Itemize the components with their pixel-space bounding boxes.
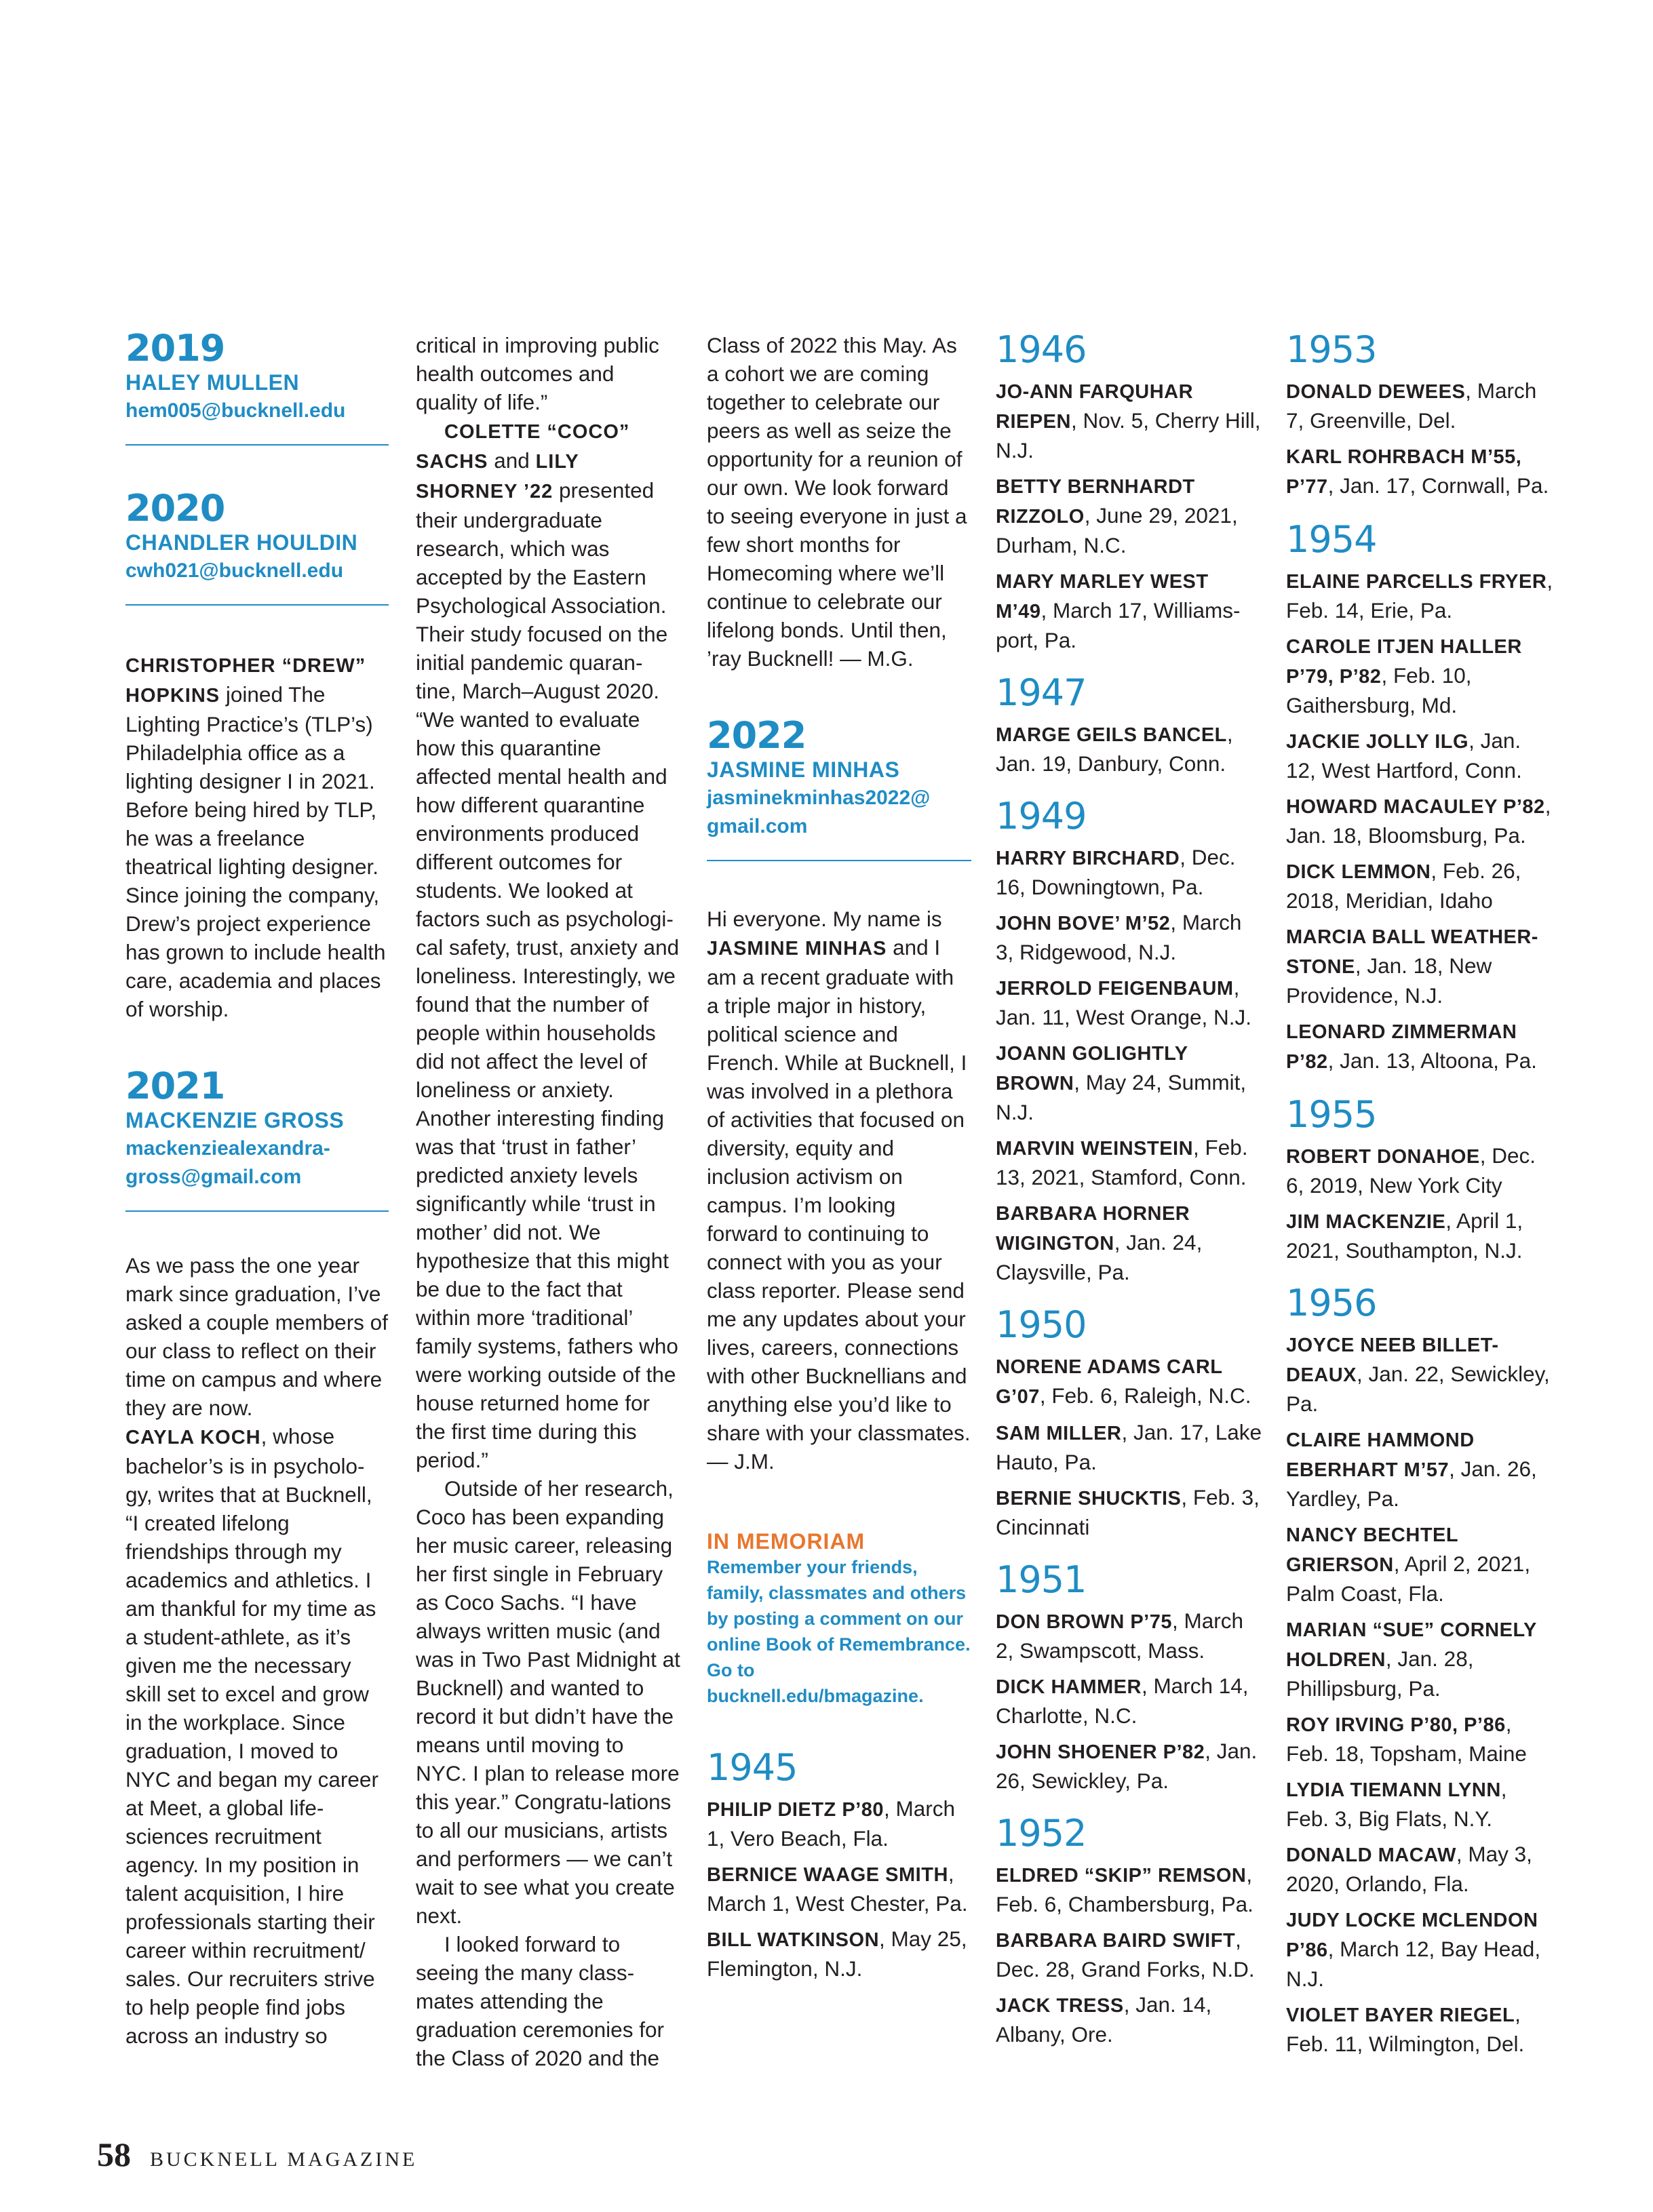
obituary-details: , Feb. 6, Chambersburg, Pa. [996, 1862, 1253, 1916]
obits-1954 [1286, 520, 1554, 1076]
obits-1953 [1286, 330, 1554, 501]
obituary-entry [996, 973, 1264, 1031]
alumni-name: LILY SHORNEY ’22 [416, 451, 579, 502]
obituary-entry [1286, 376, 1554, 435]
obit-year-1956: 1956 [1286, 1282, 1377, 1324]
obituary-details: , Feb. 14, Erie, Pa. [1286, 568, 1553, 623]
paragraph: critical in improving public health outcomes and quality of life.” [416, 333, 659, 414]
divider [707, 860, 971, 861]
obituary-entry [996, 1860, 1264, 1918]
obituary-details: , March 14, Charlotte, N.C. [996, 1674, 1249, 1728]
column-3 [707, 331, 971, 1990]
obituary-details: , Jan. 24, Claysville, Pa. [996, 1230, 1203, 1284]
obit-year-1955: 1955 [1286, 1093, 1377, 1136]
deceased-name: DICK LEMMON [1286, 861, 1431, 883]
obituary-entry [1286, 441, 1554, 501]
column-1 [125, 329, 389, 2050]
obituary-details: , April 2, 2021, Palm Coast, Fla. [1286, 1552, 1531, 1606]
news-item-jasmine-minhas [707, 905, 971, 1476]
obituary-entry [996, 1606, 1264, 1665]
deceased-name: KARL ROHRBACH M’55, P’77 [1286, 446, 1522, 498]
deceased-name: JOHN BOVE’ M’52 [996, 913, 1171, 934]
obituary-entry [1286, 1330, 1554, 1418]
email-part: gross@gmail.com [125, 1166, 302, 1188]
obituary-details: , Jan. 19, Danbury, Conn. [996, 722, 1233, 776]
obituary-entry [996, 376, 1264, 465]
divider [125, 444, 389, 446]
news-text: and I am a recent graduate with a triple major in history, political science and French. While at Bucknell, I was involved in a plethora of activities that focused on diversity, equity and inclusion activism on campus. I’m looking forward to continuing to connect with you as your class reporter. Please send me any updates about your lives, careers, connections with other Bucknellians and anything else you’d like to share with your classmates. — J.M. [707, 935, 971, 1474]
obituary-entry [1286, 1206, 1554, 1265]
class-year-2019: 2019 [125, 327, 225, 370]
deceased-name: LEONARD ZIMMERMAN P’82 [1286, 1021, 1517, 1073]
obituary-details: , June 29, 2021, Durham, N.C. [996, 503, 1238, 557]
obituary-entry [996, 1198, 1264, 1286]
deceased-name: MARIAN “SUE” CORNELY HOLDREN [1286, 1619, 1537, 1671]
deceased-name: VIOLET BAYER RIEGEL [1286, 2004, 1515, 2026]
obits-1949 [996, 797, 1264, 1286]
obituary-details: , Jan. 11, West Orange, N.J. [996, 975, 1252, 1029]
obituary-details: , Jan. 26, Yardley, Pa. [1286, 1457, 1537, 1511]
class-2021-intro: As we pass the one year mark since graduation, I’ve asked a couple members of our class to reflect on their time on campus and where they are now. [125, 1253, 388, 1420]
deceased-name: JERROLD FEIGENBAUM [996, 978, 1234, 1000]
obits-1946 [996, 330, 1264, 654]
obit-year-1950: 1950 [996, 1303, 1087, 1346]
obituary-details: , March 12, Bay Head, N.J. [1286, 1937, 1541, 1991]
obituary-details: , Jan. 26, Sewickley, Pa. [996, 1739, 1258, 1793]
magazine-title: BUCKNELL MAGAZINE [150, 2148, 418, 2171]
obit-year-1954: 1954 [1286, 518, 1377, 561]
obits-1945 [707, 1748, 971, 1983]
deceased-name: ROY IRVING P’80, P’86 [1286, 1714, 1506, 1736]
deceased-name: BETTY BERNHARDT RIZZOLO [996, 476, 1195, 528]
obituary-entry [1286, 856, 1554, 915]
in-memoriam-text[interactable]: Remember your friends, family, classmates and others by posting a comment on our online Book of Remembrance. Go to bucknell.edu/bmagazine. [707, 1557, 971, 1706]
paragraph: Outside of her research, Coco has been expanding her music career, releasing her first single in February as Coco Sachs. “I have always written music (and was in Two Past Midnight at Bucknell) and wanted to record it but didn’t have the means until moving to NYC. I plan to release more this year.” Congratu-lations to all our musicians, artists and performers — we can’t wait to see what you create next. [416, 1476, 680, 1928]
news-item-coco-sachs [416, 416, 680, 1474]
deceased-name: DICK HAMMER [996, 1676, 1142, 1698]
conjunction: and [488, 448, 536, 473]
in-memoriam-box [707, 1528, 971, 1709]
obituary-details: , Jan. 17, Lake Hauto, Pa. [996, 1420, 1262, 1474]
obit-year-1951: 1951 [996, 1558, 1087, 1601]
class-2021 [125, 1067, 389, 1212]
deceased-name: MARY MARLEY WEST M’49 [996, 571, 1209, 623]
reporter-email-2020[interactable]: cwh021@bucknell.edu [125, 559, 344, 582]
reporter-email-2021[interactable] [125, 1134, 389, 1191]
obituary-entry [1286, 631, 1554, 719]
obituary-details: , Jan. 14, Albany, Ore. [996, 1992, 1212, 2047]
obituary-details: , Feb. 13, 2021, Stamford, Conn. [996, 1135, 1248, 1189]
deceased-name: BARBARA BAIRD SWIFT [996, 1930, 1236, 1952]
news-text: , whose bachelor’s is in psycholo-gy, writes that at Bucknell, “I created lifelong friendships through my academics and athletics. I am thankful for my time as a student-athlete, as it’s given me the necessary skill set to excel and grow in the workplace. Since graduation, I moved to NYC and began my career at Meet, a global life-sciences recruitment agency. In my position in talent acquisition, I hire professionals starting their career within recruitment/ sales. Our recruiters strive to help people find jobs across an industry so [125, 1424, 378, 2048]
divider [125, 1210, 389, 1212]
paragraph: I looked forward to seeing the many class-mates attending the graduation ceremonies for the Class of 2020 and the [416, 1932, 664, 2070]
deceased-name: ROBERT DONAHOE [1286, 1146, 1480, 1168]
class-2022 [707, 716, 971, 861]
obituary-entry [996, 908, 1264, 966]
obituary-entry [996, 1925, 1264, 1983]
deceased-name: LYDIA TIEMANN LYNN [1286, 1779, 1501, 1801]
obituary-details: , Jan. 18, Bloomsburg, Pa. [1286, 793, 1551, 848]
deceased-name: JIM MACKENZIE [1286, 1211, 1446, 1233]
obituary-entry [1286, 1905, 1554, 1993]
reporter-email-2019[interactable]: hem005@bucknell.edu [125, 399, 346, 422]
alumni-name: JASMINE MINHAS [707, 938, 887, 960]
obituary-details: , Dec. 16, Downingtown, Pa. [996, 845, 1236, 899]
obit-list [707, 1794, 971, 1983]
deceased-name: MARGE GEILS BANCEL [996, 724, 1227, 746]
divider [125, 604, 389, 606]
obituary-entry [1286, 1615, 1554, 1703]
deceased-name: ELDRED “SKIP” REMSON [996, 1865, 1247, 1887]
obituary-details: , Dec. 28, Grand Forks, N.D. [996, 1927, 1255, 1981]
class-year-2021: 2021 [125, 1065, 225, 1107]
obituary-details: , Feb. 26, 2018, Meridian, Idaho [1286, 858, 1521, 913]
deceased-name: JACK TRESS [996, 1995, 1124, 2017]
obituary-entry [1286, 1141, 1554, 1200]
obituary-details: , March 3, Ridgewood, N.J. [996, 910, 1242, 964]
obituary-entry [996, 1672, 1264, 1730]
class-reporter-2021: MACKENZIE GROSS [125, 1108, 345, 1132]
obituary-details: , Feb. 6, Raleigh, N.C. [1039, 1383, 1251, 1408]
news-text: presented their undergraduate research, which was accepted by the Eastern Psychological Association. Their study focused on the initial pandemic quaran-tine, March–August 2020. “We wanted to evaluate how this quarantine affected mental health and how different quarantine environments produced different outcomes for students. We looked at factors such as psychologi-cal safety, trust, anxiety and loneliness. Interestingly, we found that the number of people within households did not affect the level of loneliness or anxiety. Another interesting finding was that ‘trust in father’ predicted anxiety levels significantly while ‘trust in mother’ did not. We hypothesize that this might be due to the fact that within more ‘traditional’ family systems, fathers who were working outside of the house returned home for the first time during this period.” [416, 478, 680, 1472]
obituary-entry [1286, 1840, 1554, 1898]
email-part: gmail.com [707, 815, 808, 837]
obits-1947 [996, 673, 1264, 778]
obituary-entry [996, 1483, 1264, 1541]
column-5 [1286, 330, 1554, 2065]
deceased-name: DONALD MACAW [1286, 1844, 1456, 1866]
class-year-2022: 2022 [707, 714, 806, 757]
reporter-email-2022[interactable] [707, 784, 971, 841]
class-year-2020: 2020 [125, 487, 225, 530]
obituary-entry [1286, 566, 1554, 625]
obituary-entry [707, 1924, 971, 1983]
obituary-details: , Jan. 22, Sewickley, Pa. [1286, 1362, 1550, 1416]
obituary-details: , Nov. 5, Cherry Hill, N.J. [996, 408, 1261, 462]
obituary-entry [1286, 1016, 1554, 1076]
obituary-details: , May 3, 2020, Orlando, Fla. [1286, 1842, 1532, 1896]
obituary-details: , Jan. 17, Cornwall, Pa. [1327, 473, 1549, 498]
obituary-entry [1286, 1425, 1554, 1513]
news-item-cayla-koch [125, 1422, 389, 2050]
obit-year-1953: 1953 [1286, 328, 1377, 371]
obituary-details: , Jan. 13, Altoona, Pa. [1327, 1048, 1537, 1073]
obits-1950 [996, 1305, 1264, 1541]
obituary-entry [1286, 726, 1554, 785]
class-2019 [125, 329, 389, 446]
email-part: jasminekminhas2022@ [707, 787, 931, 809]
obituary-details: , Feb. 18, Topsham, Maine [1286, 1712, 1527, 1766]
deceased-name: DON BROWN P’75 [996, 1611, 1172, 1633]
obituary-details: , Jan. 18, New Providence, N.J. [1286, 953, 1492, 1008]
obituary-entry [1286, 2000, 1554, 2058]
deceased-name: JUDY LOCKE MCLENDON P’86 [1286, 1910, 1538, 1961]
deceased-name: ELAINE PARCELLS FRYER [1286, 571, 1547, 593]
obituary-details: , Feb. 3, Cincinnati [996, 1485, 1260, 1539]
deceased-name: BARBARA HORNER WIGINGTON [996, 1203, 1190, 1255]
alumni-name: CHRISTOPHER “DREW” HOPKINS [125, 655, 366, 707]
column-2 [416, 331, 680, 2072]
email-part: mackenziealexandra- [125, 1137, 330, 1160]
class-reporter-2019: HALEY MULLEN [125, 370, 300, 395]
deceased-name: JOHN SHOENER P’82 [996, 1741, 1205, 1763]
obituary-entry [996, 471, 1264, 559]
deceased-name: CAROLE ITJEN HALLER P’79, P’82 [1286, 636, 1522, 688]
obituary-entry [707, 1794, 971, 1853]
obituary-details: , Feb. 11, Wilmington, Del. [1286, 2002, 1525, 2056]
obits-1956 [1286, 1284, 1554, 2058]
obituary-details: , March 17, Williams-port, Pa. [996, 598, 1241, 652]
deceased-name: JO-ANN FARQUHAR RIEPEN [996, 381, 1194, 433]
paragraph: Class of 2022 this May. As a cohort we are coming together to celebrate our peers as well as seize the opportunity for a reunion of our own. We look forward to seeing everyone in just a few short months for Homecoming where we’ll continue to celebrate our lifelong bonds. Until then, ’ray Bucknell! — M.G. [707, 333, 967, 671]
deceased-name: JOANN GOLIGHTLY BROWN [996, 1043, 1188, 1094]
deceased-name: SAM MILLER [996, 1423, 1122, 1444]
obituary-details: , March 2, Swampscott, Mass. [996, 1608, 1244, 1663]
deceased-name: BERNICE WAAGE SMITH [707, 1864, 948, 1886]
news-item-drew-hopkins [125, 650, 389, 1023]
obituary-entry [1286, 791, 1554, 850]
obituary-details: , March 1, Vero Beach, Fla. [707, 1796, 956, 1851]
deceased-name: BILL WATKINSON [707, 1929, 880, 1951]
deceased-name: NORENE ADAMS CARL G’07 [996, 1356, 1222, 1408]
deceased-name: MARCIA BALL WEATHER-STONE [1286, 926, 1538, 978]
obituary-entry [1286, 1775, 1554, 1833]
obit-year-1952: 1952 [996, 1812, 1087, 1855]
obituary-details: , May 24, Summit, N.J. [996, 1070, 1247, 1124]
obit-year-1947: 1947 [996, 671, 1087, 714]
column-4 [996, 330, 1264, 2055]
deceased-name: MARVIN WEINSTEIN [996, 1138, 1194, 1160]
obituary-entry [1286, 1520, 1554, 1608]
news-text: joined The Lighting Practice’s (TLP’s) Philadelphia office as a lighting designer I in 2021. Before being hired by TLP, he was a freelance theatrical lighting designer. Since joining the company, Drew’s project experience has grown to include health care, academia and places of worship. [125, 682, 386, 1021]
obituary-details: , March 7, Greenville, Del. [1286, 378, 1537, 433]
obituary-entry [996, 1038, 1264, 1126]
obituary-details: , April 1, 2021, Southampton, N.J. [1286, 1208, 1523, 1263]
deceased-name: HOWARD MACAULEY P’82 [1286, 796, 1545, 818]
obituary-details: , May 25, Flemington, N.J. [707, 1927, 967, 1981]
obituary-entry [996, 1418, 1264, 1476]
obit-year-1946: 1946 [996, 328, 1087, 371]
obituary-entry [996, 1737, 1264, 1795]
obituary-entry [996, 719, 1264, 778]
obit-year-1945: 1945 [707, 1746, 798, 1789]
obits-1955 [1286, 1095, 1554, 1265]
deceased-name: JOYCE NEEB BILLET-DEAUX [1286, 1335, 1499, 1386]
obituary-entry [1286, 1710, 1554, 1768]
deceased-name: HARRY BIRCHARD [996, 848, 1180, 869]
alumni-name: COLETTE “COCO” SACHS [416, 421, 630, 473]
page-number: 58 [97, 2135, 131, 2173]
class-2020 [125, 489, 389, 606]
obituary-details: , March 1, West Chester, Pa. [707, 1861, 968, 1916]
deceased-name: PHILIP DIETZ P’80 [707, 1799, 884, 1821]
obituary-entry [996, 1351, 1264, 1411]
class-reporter-2020: CHANDLER HOULDIN [125, 530, 358, 555]
obits-1951 [996, 1560, 1264, 1795]
obituary-entry [707, 1859, 971, 1918]
obituary-entry [996, 566, 1264, 654]
obituary-details: , Feb. 10, Gaithersburg, Md. [1286, 663, 1472, 717]
page-footer [97, 2135, 417, 2174]
obituary-entry [996, 1990, 1264, 2049]
deceased-name: BERNIE SHUCKTIS [996, 1488, 1182, 1509]
deceased-name: CLAIRE HAMMOND EBERHART M’57 [1286, 1429, 1475, 1481]
in-memoriam-heading: IN MEMORIAM [707, 1529, 866, 1554]
obituary-details: , Jan. 28, Phillipsburg, Pa. [1286, 1646, 1474, 1701]
deceased-name: NANCY BECHTEL GRIERSON [1286, 1524, 1458, 1576]
obituary-entry [996, 843, 1264, 901]
obituary-details: , Feb. 3, Big Flats, N.Y. [1286, 1777, 1507, 1831]
obit-year-1949: 1949 [996, 795, 1087, 837]
obituary-details: , Jan. 12, West Hartford, Conn. [1286, 728, 1522, 783]
obits-1952 [996, 1814, 1264, 2049]
obituary-details: , Dec. 6, 2019, New York City [1286, 1143, 1536, 1198]
obituary-entry [1286, 922, 1554, 1010]
obituary-entry [996, 1133, 1264, 1191]
news-text: Hi everyone. My name is [707, 907, 942, 931]
deceased-name: DONALD DEWEES [1286, 381, 1466, 403]
alumni-name: CAYLA KOCH [125, 1427, 261, 1448]
class-reporter-2022: JASMINE MINHAS [707, 757, 900, 782]
deceased-name: JACKIE JOLLY ILG [1286, 731, 1469, 753]
